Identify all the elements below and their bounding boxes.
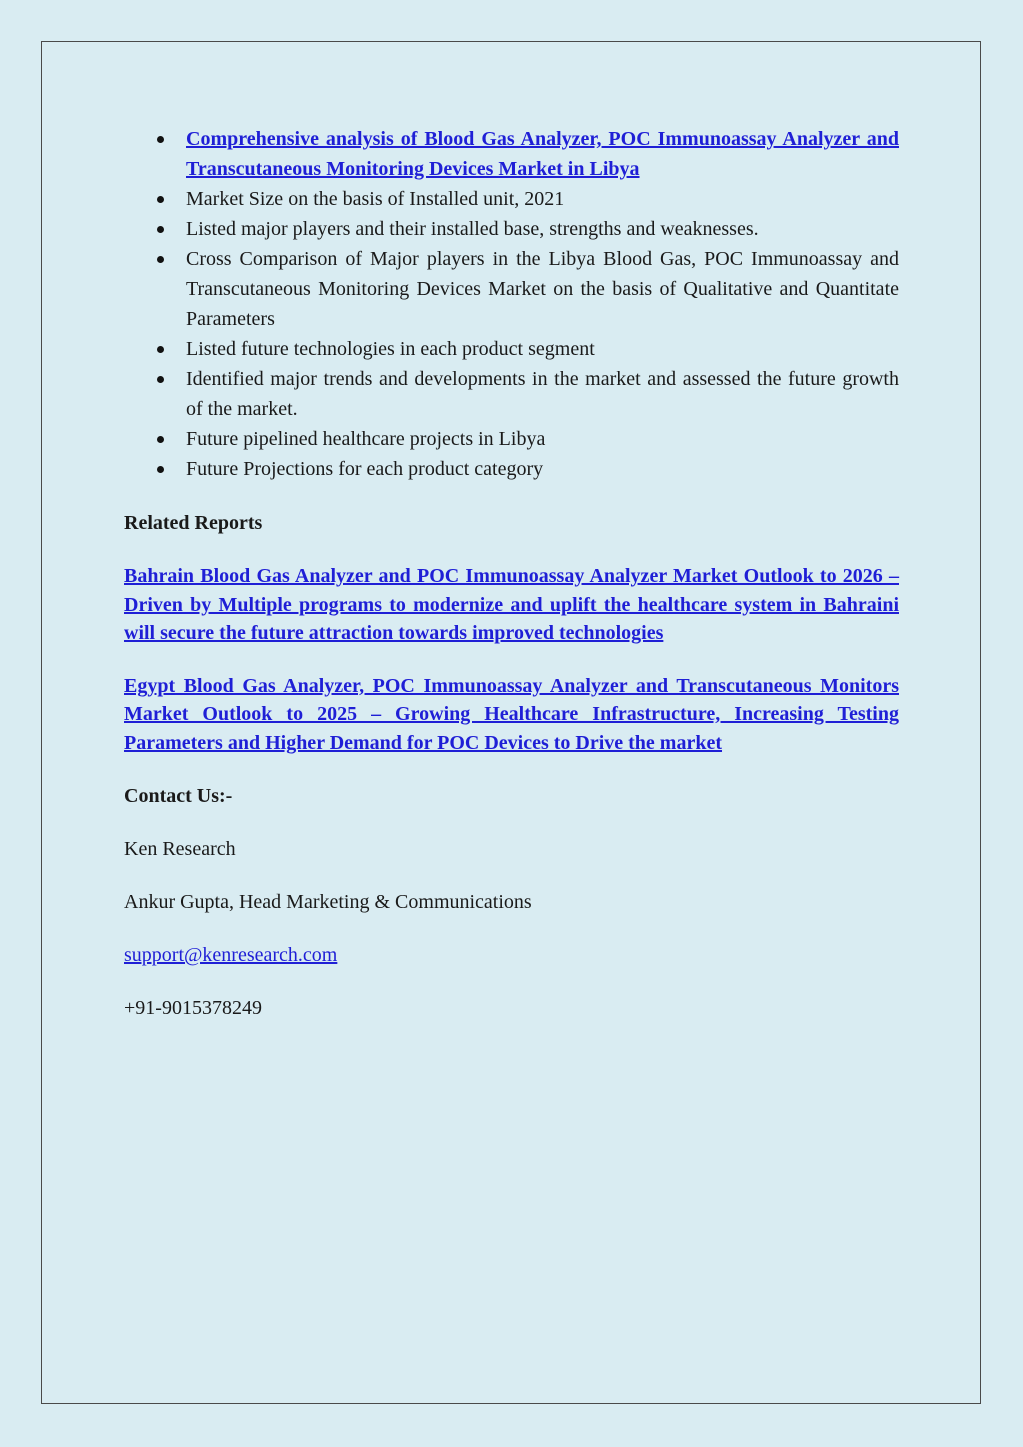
bullet-item: [124, 334, 899, 364]
bullet-dot-icon: [157, 346, 164, 353]
contact-heading: Contact Us:-: [124, 785, 233, 807]
phone-number: +91-9015378249: [124, 997, 262, 1019]
feature-bullet-list: [124, 124, 899, 484]
bullet-text: Listed major players and their installed base, strengths and weaknesses.: [186, 218, 759, 240]
bullet-item: [124, 214, 899, 244]
document-content: [124, 124, 899, 1023]
email-link[interactable]: support@kenresearch.com: [124, 944, 338, 966]
libya-report-link[interactable]: Comprehensive analysis of Blood Gas Analyzer, POC Immunoassay Analyzer and Transcutaneous Monitoring Devices Market in Libya: [186, 128, 899, 180]
bullet-dot-icon: [157, 466, 164, 473]
bullet-dot-icon: [157, 436, 164, 443]
bullet-dot-icon: [157, 136, 164, 143]
bullet-item: [124, 244, 899, 334]
bullet-text: Market Size on the basis of Installed unit, 2021: [186, 188, 565, 210]
bullet-item: [124, 184, 899, 214]
bullet-item: [124, 454, 899, 484]
related-reports-heading: Related Reports: [124, 512, 263, 534]
bullet-item: [124, 364, 899, 424]
bahrain-report-link[interactable]: Bahrain Blood Gas Analyzer and POC Immunoassay Analyzer Market Outlook to 2026 – Driven by Multiple programs to modernize and uplift the healthcare system in Bahraini will secure the future attraction towards improved technologies: [124, 565, 899, 644]
bullet-item: [124, 424, 899, 454]
bullet-dot-icon: [157, 196, 164, 203]
bullet-text: Future pipelined healthcare projects in Libya: [186, 428, 546, 450]
bullet-text: Future Projections for each product category: [186, 458, 544, 480]
company-name: Ken Research: [124, 838, 236, 860]
egypt-report-link[interactable]: Egypt Blood Gas Analyzer, POC Immunoassay Analyzer and Transcutaneous Monitors Market Outlook to 2025 – Growing Healthcare Infrastructure, Increasing Testing Parameters and Higher Demand for POC Devices to Drive the market: [124, 674, 899, 754]
bullet-text: Identified major trends and developments in the market and assessed the future growth of the market.: [186, 368, 899, 420]
bullet-item[interactable]: [124, 124, 899, 184]
bullet-text: Cross Comparison of Major players in the Libya Blood Gas, POC Immunoassay and Transcutaneous Monitoring Devices Market on the basis of Qualitative and Quantitate Parameters: [186, 248, 899, 330]
contact-person: Ankur Gupta, Head Marketing & Communications: [124, 891, 532, 913]
bullet-dot-icon: [157, 256, 164, 263]
bullet-dot-icon: [157, 226, 164, 233]
bullet-text: Listed future technologies in each product segment: [186, 338, 595, 360]
bullet-dot-icon: [157, 376, 164, 383]
